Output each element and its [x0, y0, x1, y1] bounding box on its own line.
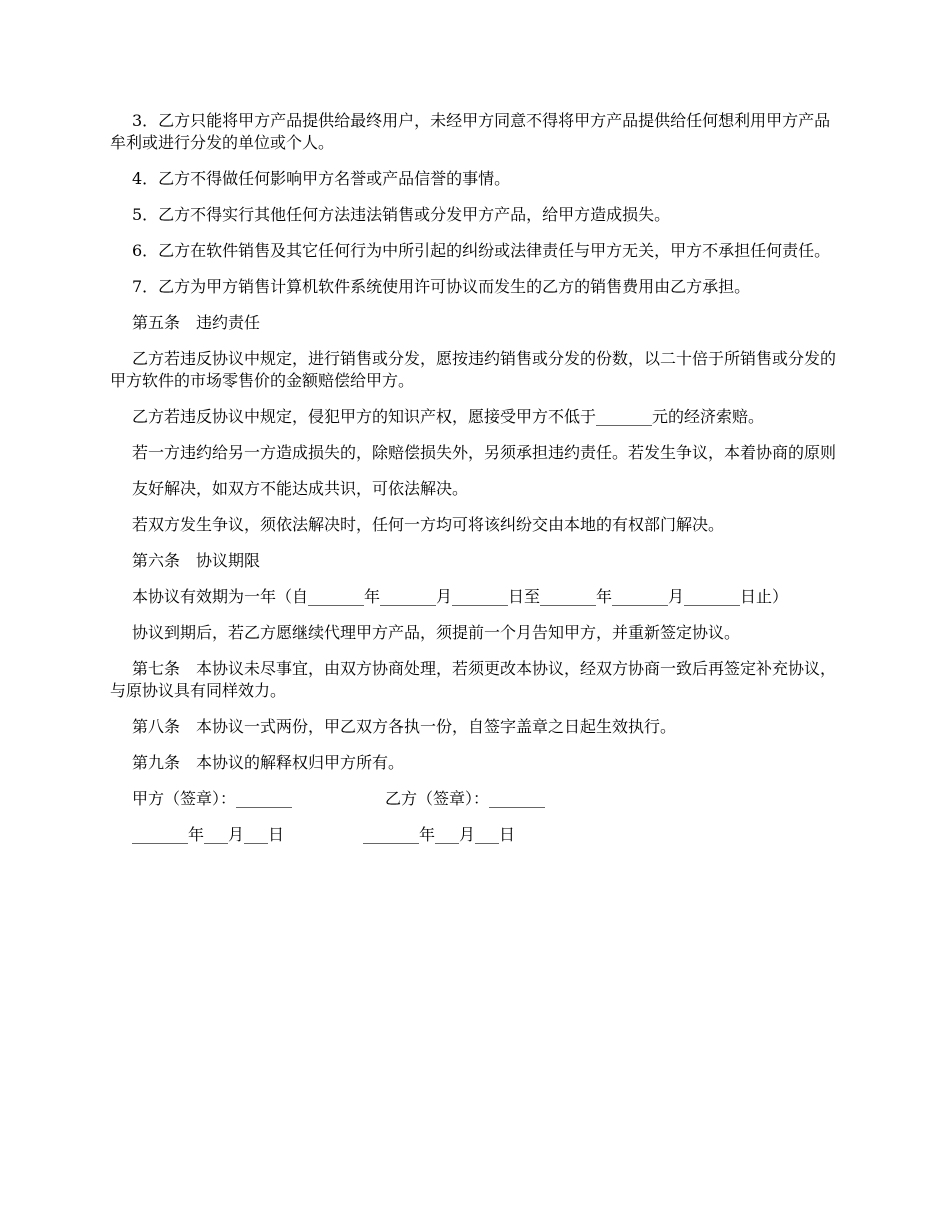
party-a-date: _______年___月___日	[132, 825, 285, 844]
clause-4: 4．乙方不得做任何影响甲方名誉或产品信誉的事情。	[132, 169, 511, 188]
party-a-signature: 甲方（签章）：_______	[132, 789, 293, 808]
article-5-heading: 第五条 违约责任	[132, 313, 261, 332]
breach-ip-paragraph: 乙方若违反协议中规定，侵犯甲方的知识产权，愿接受甲方不低于_______元的经济索赔。	[132, 407, 765, 426]
clause-3: 3．乙方只能将甲方产品提供给最终用户，未经甲方同意不得将甲方产品提供给任何想利用甲方产品牟利或进行分发的单位或个人。	[110, 111, 831, 152]
document-body	[110, 110, 842, 860]
clause-5: 5．乙方不得实行其他任何方法违法销售或分发甲方产品，给甲方造成损失。	[132, 205, 671, 224]
dispute-paragraph: 若双方发生争议，须依法解决时，任何一方均可将该纠纷交由本地的有权部门解决。	[132, 515, 725, 534]
renewal-paragraph: 协议到期后，若乙方愿继续代理甲方产品，须提前一个月告知甲方，并重新签定协议。	[132, 623, 741, 642]
signature-row	[110, 788, 842, 810]
article-8-paragraph: 第八条 本协议一式两份，甲乙双方各执一份，自签字盖章之日起生效执行。	[132, 717, 677, 736]
clause-7: 7．乙方为甲方销售计算机软件系统使用许可协议而发生的乙方的销售费用由乙方承担。	[132, 277, 751, 296]
amicable-resolution-paragraph: 友好解决，如双方不能达成共识，可依法解决。	[132, 479, 469, 498]
clause-6: 6．乙方在软件销售及其它任何行为中所引起的纠纷或法律责任与甲方无关，甲方不承担任何责任。	[132, 241, 831, 260]
article-9-paragraph: 第九条 本协议的解释权归甲方所有。	[132, 753, 405, 772]
breach-damages-paragraph: 若一方违约给另一方造成损失的，除赔偿损失外，另须承担违约责任。若发生争议，本着协商的原则	[132, 443, 837, 462]
validity-period-paragraph: 本协议有效期为一年（自_______年_______月_______日至_______年_______月_______日止）	[132, 587, 789, 606]
breach-sales-paragraph: 乙方若违反协议中规定，进行销售或分发，愿按违约销售或分发的份数，以二十倍于所销售或分发的甲方软件的市场零售价的金额赔偿给甲方。	[110, 349, 837, 390]
article-6-heading: 第六条 协议期限	[132, 551, 261, 570]
article-7-paragraph: 第七条 本协议未尽事宜，由双方协商处理，若须更改本协议，经双方协商一致后再签定补充协议，与原协议具有同样效力。	[110, 659, 837, 700]
party-b-signature: 乙方（签章）：_______	[385, 789, 546, 808]
date-row	[110, 824, 842, 846]
party-b-date: _______年___月___日	[363, 825, 516, 844]
